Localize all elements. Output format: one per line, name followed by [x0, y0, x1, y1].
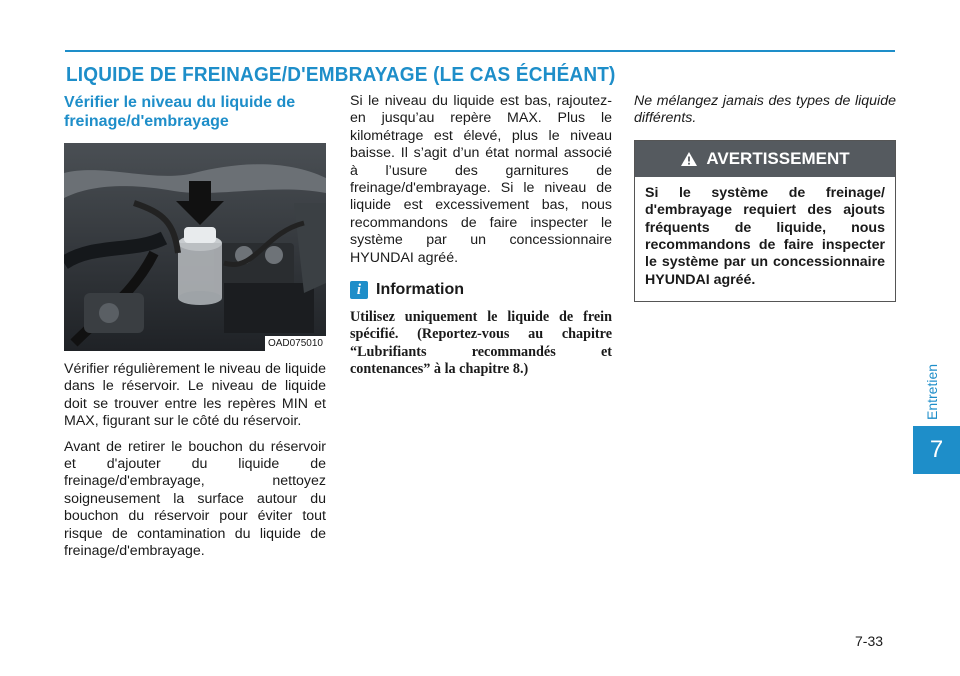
warning-box — [634, 140, 896, 302]
column-left — [64, 93, 326, 568]
figure-code: OAD075010 — [265, 336, 326, 351]
warning-text: Si le système de freinage/ d'embrayage requiert des ajouts fréquents de liquide, nous recommandons de faire inspecter le système par un concessionnaire HYUNDAI agréé. — [645, 184, 885, 288]
information-title: Information — [376, 281, 464, 299]
chapter-number-tab: 7 — [913, 426, 960, 474]
top-rule — [65, 50, 895, 52]
paragraph: Si le niveau du liquide est bas, rajoutez-en jusqu’au repère MAX. Plus le kilométrage est élevé, plus le niveau baisse. Il s’agit d’un état normal associé à l’usure des garnitures de freinage/d'embrayage. Si le niveau de liquide est excessivement bas, nous recommandons de faire inspecter le système par un concessionnaire HYUNDAI agréé. — [350, 93, 612, 266]
engine-bay-photo — [64, 143, 326, 351]
warning-title: AVERTISSEMENT — [706, 148, 850, 168]
column-middle — [350, 93, 612, 379]
page-title: LIQUIDE DE FREINAGE/D'EMBRAYAGE (LE CAS ÉCHÉANT) — [66, 64, 616, 86]
column-right — [634, 93, 896, 302]
information-heading — [350, 281, 612, 299]
section-side-label: Entretien — [924, 363, 940, 420]
warning-triangle-icon — [680, 151, 698, 167]
info-icon: i — [350, 281, 368, 299]
paragraph: Avant de retirer le bouchon du réservoir et d'ajouter du liquide de freinage/d'embrayage, nettoyez soigneusement la surface autour du bouchon du réservoir pour éviter tout risque de contamination du liquide de freinage/d'embrayage. — [64, 438, 326, 560]
paragraph: Vérifier régulièrement le niveau de liquide dans le réservoir. Le niveau de liquide doit se trouver entre les repères MIN et MAX, figurant sur le côté du réservoir. — [64, 361, 326, 430]
page-number: 7-33 — [855, 633, 884, 649]
warning-header — [635, 141, 895, 177]
italic-note: Ne mélangez jamais des types de liquide différents. — [634, 93, 896, 127]
information-text: Utilisez uniquement le liquide de frein spécifié. (Reportez-vous au chapitre “Lubrifiants recommandés et contenances” à la chapitre 8.) — [350, 309, 612, 378]
engine-bay-illustration — [64, 143, 326, 351]
section-subheading: Vérifier le niveau du liquide de freinage/d'embrayage — [64, 94, 296, 130]
